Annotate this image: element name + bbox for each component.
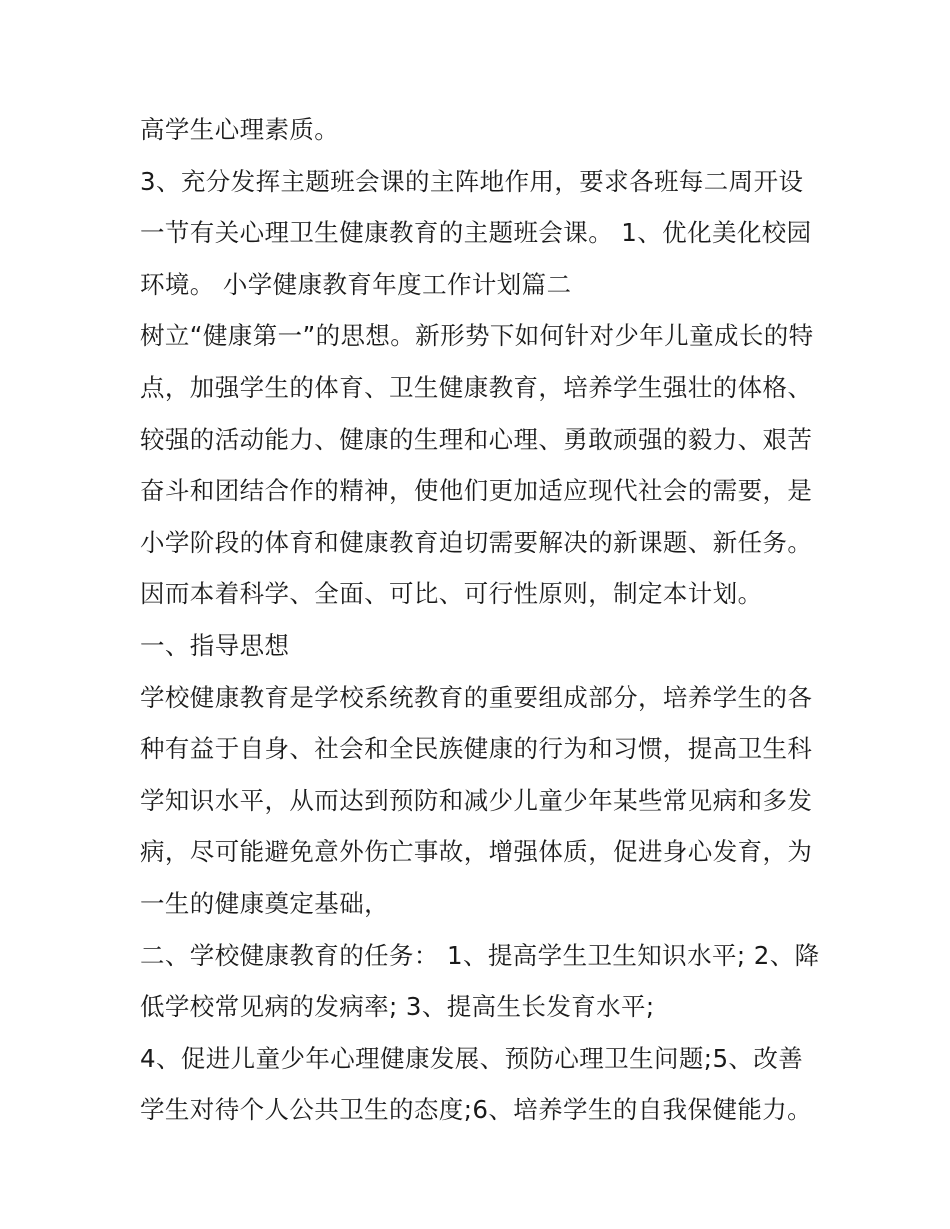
- document-body: [140, 104, 820, 1136]
- section-heading: 二、学校健康教育的任务： 1、提高学生卫生知识水平; 2、降: [140, 940, 820, 970]
- text-line: 较强的活动能力、健康的生理和心理、勇敢顽强的毅力、艰苦: [140, 424, 813, 454]
- text-line: 环境。 小学健康教育年度工作计划篇二: [140, 269, 572, 299]
- text-line: 4、促进儿童少年心理健康发展、预防心理卫生问题;5、改善: [140, 1043, 804, 1073]
- text-line: 学校健康教育是学校系统教育的重要组成部分，培养学生的各: [140, 682, 813, 712]
- text-line: 学生对待个人公共卫生的态度;6、培养学生的自我保健能力。: [140, 1095, 813, 1125]
- text-line: 一生的健康奠定基础，: [140, 888, 389, 918]
- text-line: 种有益于自身、社会和全民族健康的行为和习惯，提高卫生科: [140, 734, 813, 764]
- text-line: 奋斗和团结合作的精神，使他们更加适应现代社会的需要，是: [140, 476, 813, 506]
- text-line: 一节有关心理卫生健康教育的主题班会课。 1、优化美化校园: [140, 218, 812, 248]
- text-line: 学知识水平，从而达到预防和减少儿童少年某些常见病和多发: [140, 785, 813, 815]
- text-line: 树立“健康第一”的思想。新形势下如何针对少年儿童成长的特: [140, 321, 814, 351]
- text-line: 3、充分发挥主题班会课的主阵地作用，要求各班每二周开设: [140, 166, 804, 196]
- text-line: 低学校常见病的发病率; 3、提高生长发育水平;: [140, 992, 655, 1022]
- text-line: 因而本着科学、全面、可比、可行性原则，制定本计划。: [140, 579, 763, 609]
- text-line: 小学阶段的体育和健康教育迫切需要解决的新课题、新任务。: [140, 527, 813, 557]
- text-line: 病，尽可能避免意外伤亡事故，增强体质，促进身心发育，为: [140, 837, 813, 867]
- text-line: 高学生心理素质。: [140, 115, 340, 144]
- text-line: 点，加强学生的体育、卫生健康教育，培养学生强壮的体格、: [140, 372, 813, 402]
- section-heading: 一、指导思想: [140, 630, 290, 660]
